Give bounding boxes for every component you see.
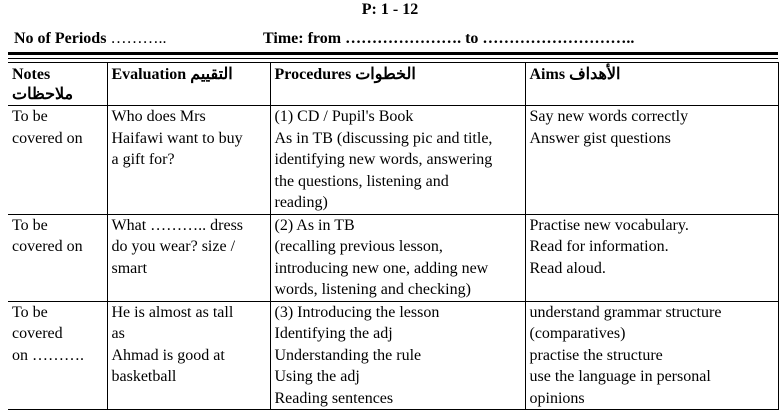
cell-line: (recalling previous lesson, [274, 238, 443, 255]
cell-line: Haifawi want to buy [111, 129, 243, 147]
cell-line: To be [12, 216, 48, 234]
cell-procedures [270, 301, 525, 410]
column-header-en: Procedures [274, 66, 352, 83]
cell-line: To be [12, 108, 48, 125]
cell-line: Read for information. [529, 238, 669, 255]
cell-line: Who does Mrs [111, 108, 206, 125]
cell-line: a gift for? [111, 151, 175, 168]
cell-line: do you wear? size / [111, 238, 236, 255]
cell-line: (1) CD / Pupil's Book [274, 108, 414, 125]
cell-notes [8, 301, 107, 410]
header-rule-thick [8, 52, 778, 55]
cell-line: covered on [12, 129, 83, 147]
time-dots: …………………. to ……………………….. [345, 30, 635, 47]
cell-line: identifying new words, answering [274, 151, 493, 168]
cell-line: practise the structure [529, 346, 663, 364]
time-field [263, 30, 634, 48]
cell-line: (3) Introducing the lesson [274, 303, 440, 321]
column-header-ar: الخطوات [355, 66, 416, 83]
column-header-aims [525, 63, 778, 106]
cell-procedures [270, 106, 525, 215]
cell-line: Practise new vocabulary. [529, 216, 689, 234]
lesson-plan-table [8, 62, 779, 410]
time-label: Time: from [263, 30, 342, 47]
cell-line: on ………. [12, 346, 84, 364]
cell-line: covered on [12, 238, 83, 255]
cell-line: Answer gist questions [529, 129, 671, 147]
column-header-evaluation [107, 63, 270, 106]
column-header-procedures [270, 63, 525, 106]
cell-line: introducing new one, adding new [274, 259, 489, 277]
cell-evaluation [107, 301, 270, 410]
cell-line: (2) As in TB [274, 216, 355, 234]
column-header-en: Aims [529, 66, 566, 83]
periods-label: No of Periods [14, 30, 107, 47]
cell-evaluation [107, 106, 270, 215]
cell-line: Say new words correctly [529, 108, 689, 125]
cell-line: Using the adj [274, 368, 360, 385]
cell-aims [525, 106, 778, 215]
cell-aims [525, 301, 778, 410]
column-header-en: Evaluation [111, 66, 187, 83]
column-header-notes [8, 63, 107, 106]
cell-line: What ……….. dress [111, 216, 244, 234]
cell-line: As in TB (discussing pic and title, [274, 129, 493, 147]
column-header-ar: التقييم [190, 66, 233, 83]
cell-line: understand grammar structure [529, 303, 722, 321]
cell-line: words, listening and checking) [274, 281, 471, 298]
cell-line: Ahmad is good at [111, 346, 225, 364]
header-rule-thin [8, 58, 778, 59]
cell-notes [8, 106, 107, 215]
cell-line: (comparatives) [529, 325, 626, 342]
cell-line: Understanding the rule [274, 346, 422, 364]
cell-line: reading) [274, 194, 328, 211]
page-label: P: 1 - 12 [361, 1, 419, 18]
column-header-ar: ملاحظات [12, 86, 74, 103]
table-header-row [8, 63, 778, 106]
cell-line: covered [12, 325, 63, 342]
cell-line: He is almost as tall [111, 303, 234, 321]
column-header-en: Notes [12, 66, 51, 83]
cell-line: basketball [111, 368, 177, 385]
periods-field [14, 30, 166, 48]
table-row [8, 214, 778, 301]
column-header-ar: الأهداف [569, 66, 621, 83]
cell-line: opinions [529, 389, 585, 407]
cell-procedures [270, 214, 525, 301]
periods-dots: ……….. [110, 30, 167, 47]
cell-aims [525, 214, 778, 301]
cell-line: Read aloud. [529, 259, 606, 277]
table-row [8, 106, 778, 215]
cell-line: use the language in personal [529, 368, 711, 385]
cell-notes [8, 214, 107, 301]
cell-line: Identifying the adj [274, 325, 393, 342]
cell-line: To be [12, 303, 48, 321]
cell-line: Reading sentences [274, 389, 394, 407]
cell-evaluation [107, 214, 270, 301]
cell-line: as [111, 325, 125, 342]
cell-line: the questions, listening and [274, 172, 449, 190]
table-row [8, 301, 778, 410]
cell-line: smart [111, 259, 148, 277]
